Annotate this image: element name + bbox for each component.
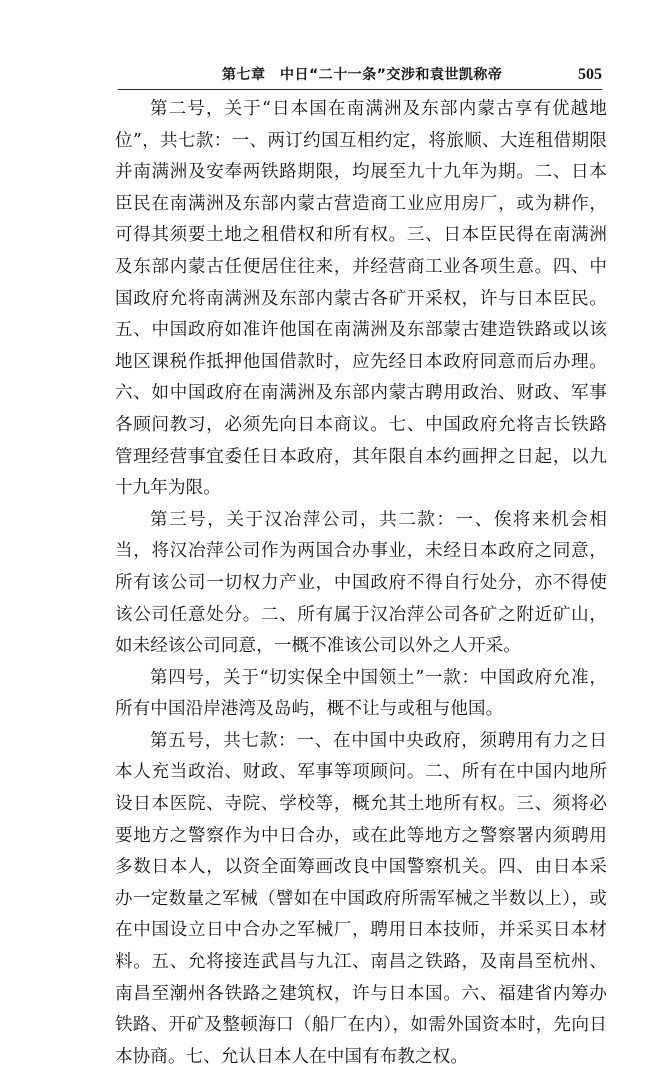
- paragraph-item-2: 第二号，关于“日本国在南满洲及东部内蒙古享有优越地位”，共七款：一、两订约国互相约定，将旅顺、大连租借期限并南满洲及安奉两铁路期限，均展至九十九年为期。二、日本臣民在南满洲及东部内蒙古营造商工业应用房厂，或为耕作，可得其须要土地之租借权和所有权。三、日本臣民得在南满洲及东部内蒙古任便居住往来，并经营商工业各项生意。四、中国政府允将南满洲及东部内蒙古各矿开采权，许与日本臣民。五、中国政府如准许他国在南满洲及东部蒙古建造铁路或以该地区课税作抵押他国借款时，应先经日本政府同意而后办理。六、如中国政府在南满洲及东部内蒙古聘用政治、财政、军事各顾问教习，必须先向日本商议。七、中国政府允将吉长铁路管理经营事宜委任日本政府，其年限自本约画押之日起，以九十九年为限。: [115, 99, 607, 499]
- page-number: 505: [578, 66, 602, 83]
- paragraph-item-3: 第三号，关于汉冶萍公司，共二款：一、俟将来机会相当，将汉冶萍公司作为两国合办事业，未经日本政府之同意，所有该公司一切权力产业，中国政府不得自行处分，亦不得使该公司任意处分。二、所有属于汉冶萍公司各矿之附近矿山，如未经该公司同意，一概不准该公司以外之人开采。: [115, 509, 607, 657]
- header-rule: [118, 89, 602, 90]
- body-text: [115, 94, 607, 1073]
- paragraph-item-5: 第五号，共七款：一、在中国中央政府，须聘用有力之日本人充当政治、财政、军事等项顾问。二、所有在中国内地所设日本医院、寺院、学校等，概允其土地所有权。三、须将必要地方之警察作为中日合办，或在此等地方之警察署内须聘用多数日本人，以资全面筹画改良中国警察机关。四、由日本采办一定数量之军械（譬如在中国政府所需军械之半数以上），或在中国设立日中合办之军械厂，聘用日本技师，并采买日本材料。五、允将接连武昌与九江、南昌之铁路，及南昌至杭州、南昌至潮州各铁路之建筑权，许与日本国。六、福建省内筹办铁路、开矿及整顿海口（船厂在内），如需外国资本时，先向日本协商。七、允认日本人在中国有布教之权。: [115, 730, 607, 1067]
- chapter-title: 第七章 中日“二十一条”交涉和袁世凯称帝: [222, 67, 503, 83]
- running-header: [118, 64, 602, 90]
- paragraph-item-4: 第四号，关于“切实保全中国领土”一款：中国政府允准，所有中国沿岸港湾及岛屿，概不让与或租与他国。: [115, 667, 607, 720]
